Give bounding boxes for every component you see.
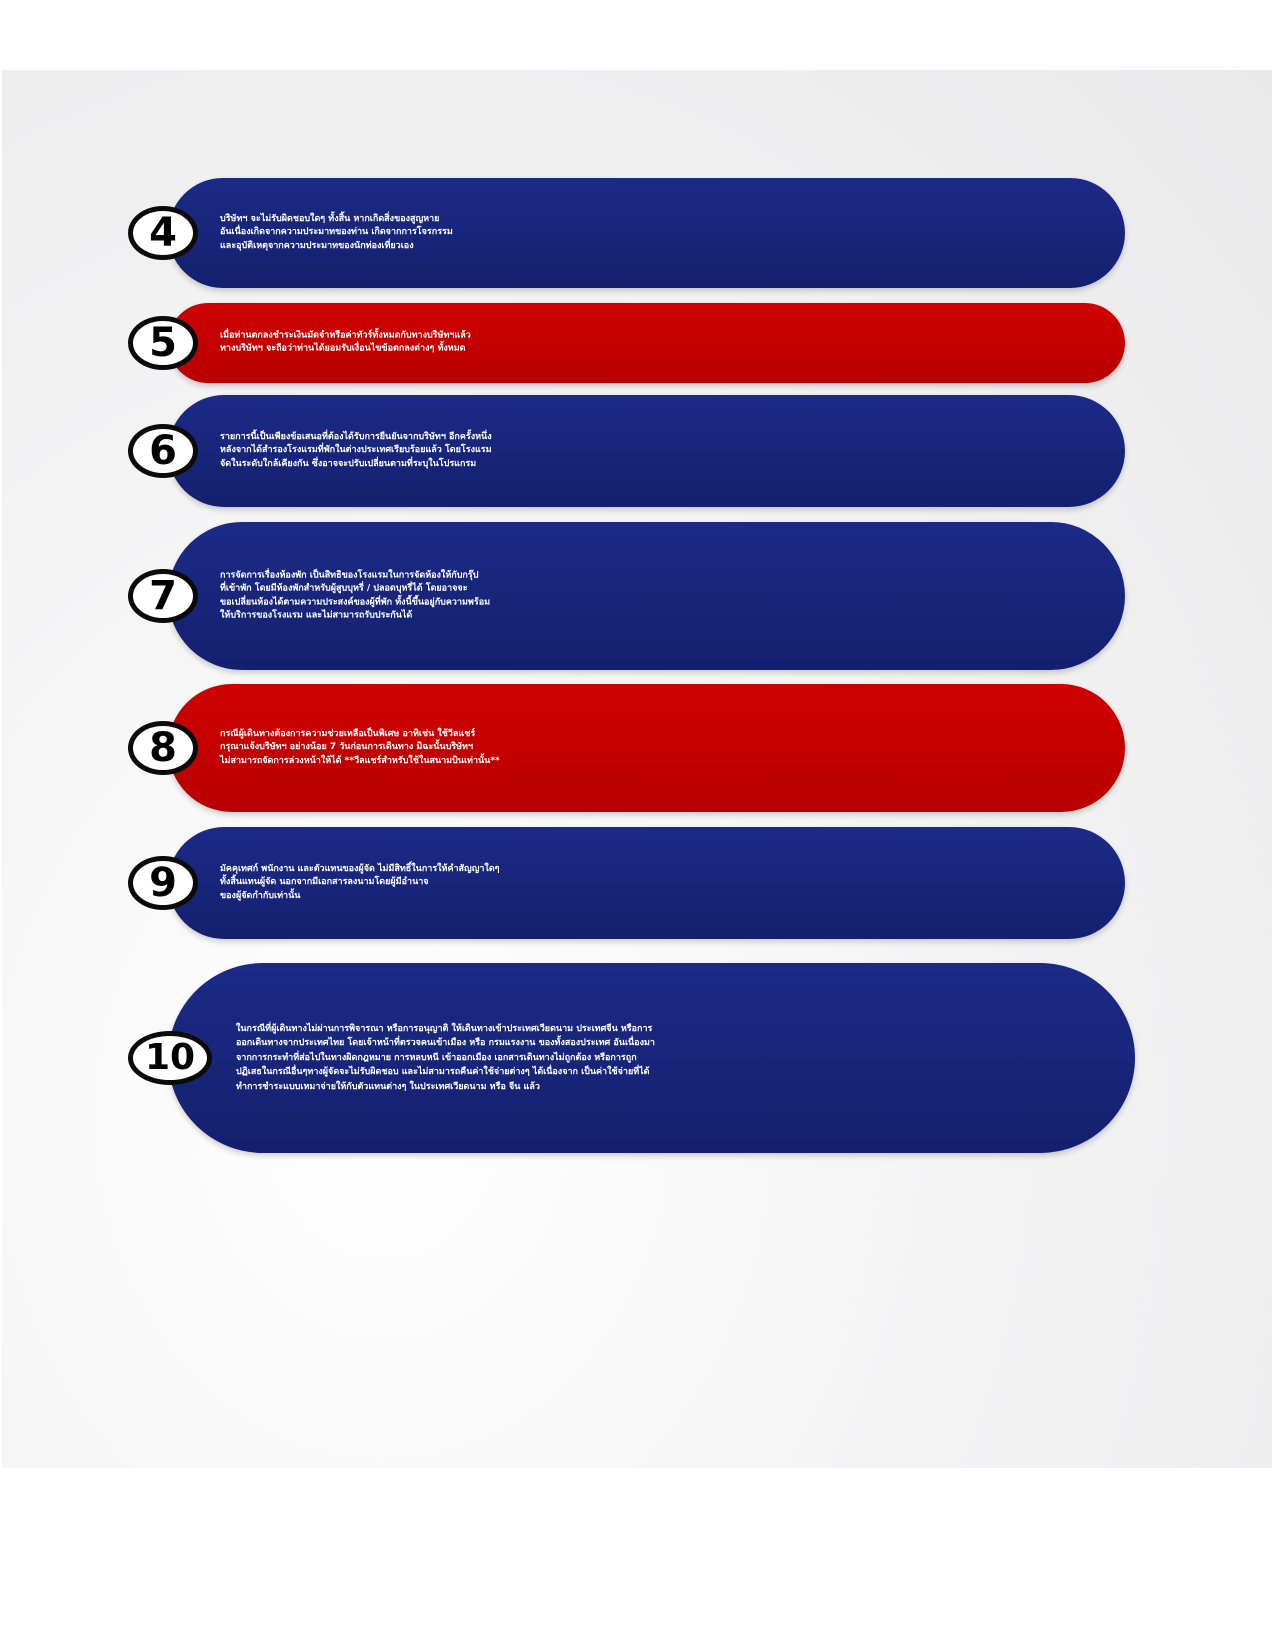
condition-9-line-1: มัคคุเทศก์ พนักงาน และตัวแทนของผู้จัด ไม่มีสิทธิ์ในการให้คำสัญญาใดๆ [220,864,500,875]
condition-9-line-3: ของผู้จัดกำกับเท่านั้น [220,890,301,901]
condition-5-text [220,330,1109,357]
condition-item-4 [128,178,1125,288]
number-badge-5: 5 [128,316,198,370]
condition-9-text [220,863,1109,903]
condition-7-line-2: ที่เข้าพัก โดยมีห้องพักสำหรับผู้สูบบุหรี่ / ปลอดบุหรี่ได้ โดยอาจจะ [220,583,468,594]
number-badge-8: 8 [128,721,198,775]
condition-8-line-1: กรณีผู้เดินทางต้องการความช่วยเหลือเป็นพิเศษ อาทิเช่น ใช้วีลแชร์ [220,729,476,740]
condition-10-line-2: ออกเดินทางจากประเทศไทย โดยเจ้าหน้าที่ตรวจคนเข้าเมือง หรือ กรมแรงงาน ของทั้งสองประเทศ อันเนื่องมา [236,1038,655,1049]
condition-6-line-3: จัดในระดับใกล้เคียงกัน ซึ่งอาจจะปรับเปลี่ยนตามที่ระบุในโปรแกรม [220,458,477,469]
condition-7-line-1: การจัดการเรื่องห้องพัก เป็นสิทธิของโรงแรมในการจัดห้องให้กับกรุ๊ป [220,570,479,581]
condition-8-line-2: กรุณาแจ้งบริษัทฯ อย่างน้อย 7 วันก่อนการเดินทาง มิฉะนั้นบริษัทฯ [220,742,474,753]
number-badge-7: 7 [128,569,198,623]
condition-10-line-1: ในกรณีที่ผู้เดินทางไม่ผ่านการพิจารณา หรือการอนุญาติ ให้เดินทางเข้าประเทศเวียดนาม ประเทศจีน หรือการ [236,1023,653,1034]
condition-8-line-3: ไม่สามารถจัดการล่วงหน้าให้ได้ **วีลแชร์สำหรับใช้ในสนามบินเท่านั้น** [220,755,500,766]
condition-7-line-3: ขอเปลี่ยนห้องได้ตามความประสงค์ของผู้ที่พัก ทั้งนี้ขึ้นอยู่กับความพร้อม [220,597,491,607]
condition-item-6 [128,395,1125,507]
number-badge-4: 4 [128,206,198,260]
condition-item-10 [128,963,1135,1153]
condition-5-line-1: เมื่อท่านตกลงชำระเงินมัดจำหรือค่าทัวร์ทั้งหมดกับทางบริษัทฯแล้ว [220,330,471,341]
condition-8-text [220,728,1109,768]
condition-6-line-2: หลังจากได้สำรองโรงแรมที่พักในต่างประเทศเรียบร้อยแล้ว โดยโรงแรม [220,445,492,456]
condition-10-text [236,1022,1119,1094]
condition-10-line-5: ทำการชำระแบบเหมาจ่ายให้กับตัวแทนต่างๆ ในประเทศเวียดนาม หรือ จีน แล้ว [236,1081,540,1092]
condition-item-8 [128,684,1125,812]
condition-item-5 [128,303,1125,383]
condition-6-line-1: รายการนี้เป็นเพียงข้อเสนอที่ต้องได้รับการยืนยันจากบริษัทฯ อีกครั้งหนึ่ง [220,432,492,443]
condition-5-line-2: ทางบริษัทฯ จะถือว่าท่านได้ยอมรับเงื่อนไขข้อตกลงต่างๆ ทั้งหมด [220,344,466,354]
condition-4-line-2: อันเนื่องเกิดจากความประมาทของท่าน เกิดจากการโจรกรรม [220,227,453,238]
condition-10-line-4: ปฏิเสธในกรณีอื่นๆทางผู้จัดจะไม่รับผิดชอบ และไม่สามารถคืนค่าใช้จ่ายต่างๆ ได้เนื่องจาก เป็นค่าใช้จ่ายที่ได้ [236,1067,650,1078]
number-badge-6: 6 [128,424,198,478]
condition-6-text [220,431,1109,471]
condition-7-line-4: ให้บริการของโรงแรม และไม่สามารถรับประกันได้ [220,610,413,621]
condition-4-text [220,213,1109,253]
condition-4-line-1: บริษัทฯ จะไม่รับผิดชอบใดๆ ทั้งสิ้น หากเกิดสิ่งของสูญหาย [220,214,440,225]
condition-7-text [220,569,1109,622]
condition-item-7 [128,522,1125,670]
number-badge-9: 9 [128,856,198,910]
condition-4-line-3: และอุบัติเหตุจากความประมาทของนักท่องเที่ยวเอง [220,240,414,251]
condition-10-line-3: จากการกระทำที่ส่อไปในทางผิดกฎหมาย การหลบหนี เข้าออกเมือง เอกสารเดินทางไม่ถูกต้อง หรือการถูก [236,1052,637,1063]
condition-9-line-2: ทั้งสิ้นแทนผู้จัด นอกจากมีเอกสารลงนามโดยผู้มีอำนาจ [220,877,429,888]
number-badge-10: 10 [128,1031,212,1085]
condition-item-9 [128,827,1125,939]
